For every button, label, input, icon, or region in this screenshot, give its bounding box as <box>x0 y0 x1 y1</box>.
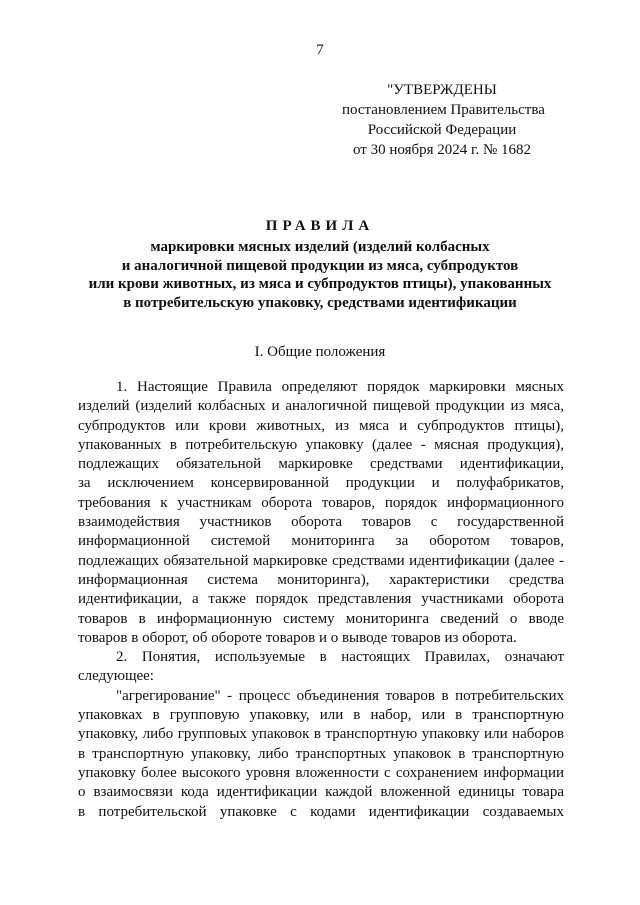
body-line: о взаимосвязи кода идентификации каждой вложенной единицы товара <box>78 784 564 801</box>
body-line: упаковках в групповую упаковку, или в набор, или в транспортную <box>78 707 564 724</box>
body-text <box>78 378 564 822</box>
body-line: в потребительской упаковке с кодами идентификации создаваемых <box>78 803 564 820</box>
body-line: упакованных в потребительскую упаковку (далее - мясная продукция), <box>78 436 564 453</box>
page-number: 7 <box>316 42 324 58</box>
approval-line: постановлением Правительства <box>342 102 545 118</box>
body-line: товаров в информационную систему мониторинга сведений о вводе <box>78 610 564 627</box>
body-line: упаковку, либо групповых упаковок в транспортную упаковку или наборов <box>78 726 564 743</box>
body-line: взаимодействия участников оборота товаров с государственной <box>78 514 564 531</box>
subtitle-line: в потребительскую упаковку, средствами идентификации <box>123 294 517 311</box>
approval-line: Российской Федерации <box>367 122 517 138</box>
document-title: ПРАВИЛА <box>265 218 375 234</box>
body-line: упаковку более высокого уровня вложенности с сохранением информации <box>78 764 564 781</box>
body-line: за исключением консервированной продукции и полуфабрикатов, <box>78 475 564 492</box>
body-line: информационная система мониторинга), характеристики средства <box>78 571 564 588</box>
body-line: "агрегирование" - процесс объединения товаров в потребительских <box>116 687 564 704</box>
body-line: идентификации, а также порядок представления участниками оборота <box>78 591 564 608</box>
body-line: 1. Настоящие Правила определяют порядок маркировки мясных <box>116 379 564 395</box>
body-line: подлежащих обязательной маркировке средствами идентификации, <box>78 456 564 473</box>
body-line: субпродуктов или крови животных, из мяса и субпродуктов птицы), <box>78 417 564 434</box>
body-line: изделий (изделий колбасных и аналогичной пищевой продукции из мяса, <box>78 398 564 415</box>
approval-line: от 30 ноября 2024 г. № 1682 <box>352 142 532 158</box>
section-heading: I. Общие положения <box>254 344 386 360</box>
subtitle-line: или крови животных, из мяса и субпродуктов птицы), упакованных <box>88 276 552 292</box>
subtitle-line: маркировки мясных изделий (изделий колбасных <box>150 239 490 255</box>
body-line: подлежащих обязательной маркировке средствами идентификации (далее - <box>78 552 564 569</box>
approval-block <box>342 80 545 160</box>
body-line: информационной системой мониторинга за оборотом товаров, <box>78 533 564 550</box>
body-line: 2. Понятия, используемые в настоящих Правилах, означают <box>116 649 564 666</box>
body-line: в транспортную упаковку, либо транспортных упаковок в транспортную <box>78 745 564 762</box>
body-line: требования к участникам оборота товаров, порядок информационного <box>78 494 564 511</box>
subtitle-line: и аналогичной пищевой продукции из мяса, субпродуктов <box>121 257 519 274</box>
body-line: товаров в оборот, об обороте товаров и о выводе товаров из оборота. <box>78 629 517 646</box>
document-subtitle <box>60 238 580 312</box>
approval-line: "УТВЕРЖДЕНЫ <box>387 82 497 98</box>
body-line: следующее: <box>78 668 154 685</box>
